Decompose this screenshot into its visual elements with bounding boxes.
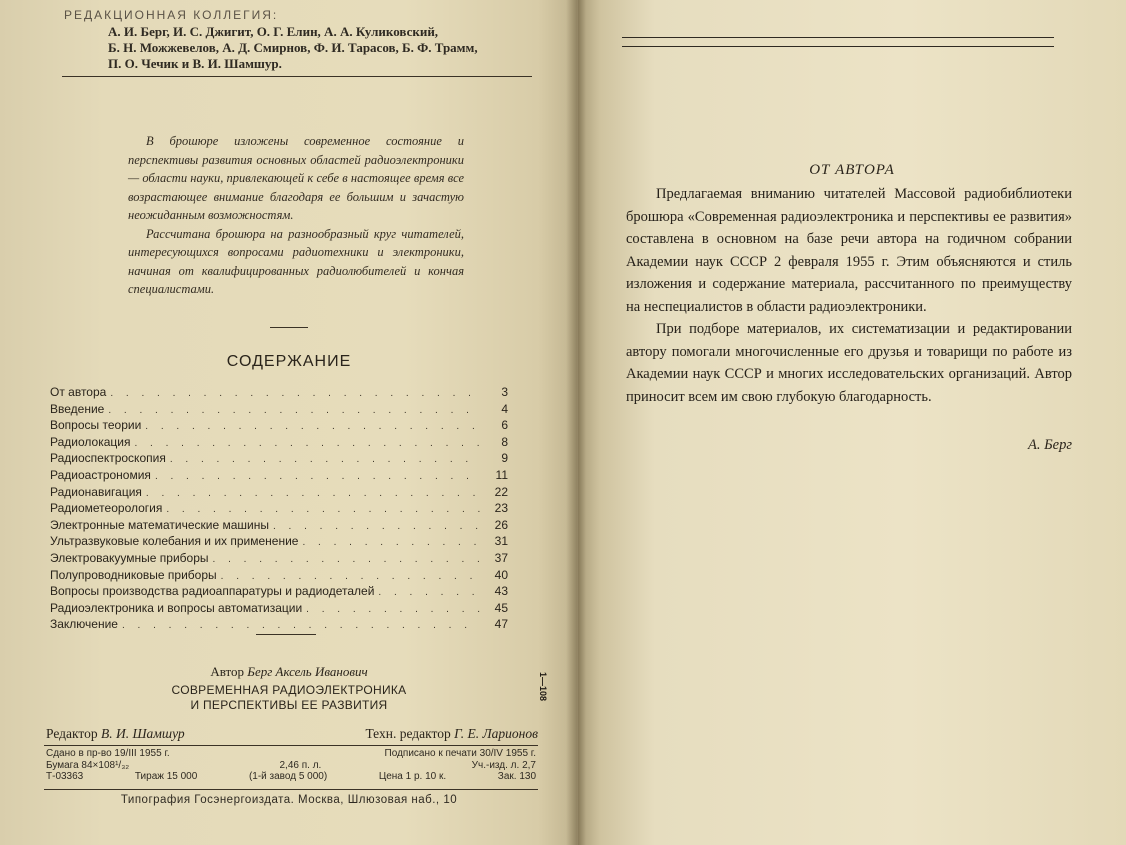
toc-leader-dots — [378, 585, 480, 601]
spine-code: 1—108 — [538, 672, 548, 702]
toc-item-page: 11 — [495, 467, 508, 482]
toc-leader-dots — [306, 602, 480, 618]
toc-leader-dots — [122, 618, 480, 634]
toc-item-title: Радионавигация — [50, 484, 142, 499]
imprint-row — [46, 771, 536, 783]
toc-item-page: 37 — [494, 550, 508, 565]
preface-text — [626, 183, 1072, 408]
editor-label: Редактор — [46, 726, 98, 741]
toc-item — [50, 584, 508, 601]
toc-item-title: Радиоэлектроника и вопросы автоматизации — [50, 600, 303, 615]
toc-leader-dots — [302, 535, 480, 551]
toc-item-page: 22 — [494, 484, 508, 499]
submitted-date: Сдано в пр-во 19/III 1955 г. — [46, 748, 170, 759]
toc-item-title: Полупроводниковые приборы — [50, 567, 217, 582]
right-page — [578, 0, 1126, 845]
toc-item — [50, 518, 508, 535]
toc-item — [50, 435, 508, 452]
first-run: (1-й завод 5 000) — [248, 771, 328, 782]
print-run: Тираж 15 000 — [134, 771, 198, 782]
editorial-board-names — [108, 24, 538, 72]
license-number: Т-03363 — [46, 771, 84, 782]
abstract — [128, 132, 464, 299]
editor-name: В. И. Шамшур — [100, 726, 185, 741]
toc-item-page: 45 — [494, 600, 508, 615]
preface-title: ОТ АВТОРА — [809, 162, 895, 178]
printed-sheets: 2,46 п. л. — [279, 759, 322, 771]
toc-leader-dots — [108, 403, 480, 419]
editorial-board-title: РЕДАКЦИОННАЯ КОЛЛЕГИЯ: — [64, 8, 279, 22]
toc-item-page: 9 — [501, 451, 508, 466]
toc-item — [50, 485, 508, 502]
toc-item — [50, 501, 508, 518]
editor — [46, 726, 185, 742]
toc-leader-dots — [213, 552, 480, 568]
toc-item-page: 6 — [501, 418, 508, 433]
toc-title: СОДЕРЖАНИЕ — [226, 353, 352, 370]
book-title-line: И ПЕРСПЕКТИВЫ ЕЕ РАЗВИТИЯ — [190, 698, 388, 712]
toc-item-title: Радиоастрономия — [50, 467, 151, 482]
toc-leader-dots — [166, 502, 480, 518]
toc-leader-dots — [110, 386, 480, 402]
book-gutter — [566, 0, 586, 845]
editors-line — [46, 726, 538, 742]
price: Цена 1 р. 10 к. — [378, 771, 447, 782]
toc-item-page: 23 — [494, 501, 508, 516]
toc-item-page: 4 — [501, 401, 508, 416]
toc-item — [50, 385, 508, 402]
editorial-board-line: А. И. Берг, И. С. Джигит, О. Г. Елин, А. А. Куликовский, — [108, 24, 439, 39]
toc-item-title: Радиометеорология — [50, 501, 163, 516]
author-signature: А. Берг — [1027, 437, 1072, 453]
publisher-sheets: Уч.-изд. л. 2,7 — [471, 759, 536, 771]
imprint-row — [46, 748, 536, 760]
toc-item-title: Электровакуумные приборы — [50, 550, 209, 565]
abstract-paragraph: В брошюре изложены современное состояние и перспективы развития основных областей радиоэлектроники — области науки, привлекающей к себе в настоящее время все возрастающее внимание благодаря ее большим и зачастую неожиданным возможностям. — [128, 134, 464, 222]
separator-rule — [270, 327, 308, 328]
imprint-details — [46, 748, 536, 783]
preface-paragraph: Предлагаемая вниманию читателей Массовой радиобиблиотеки брошюра «Современная радиоэлектроника и перспективы ее развития» составлена в основном на базе речи автора на годичном собрании Академии наук СССР 2 февраля 1955 г. Этим объясняются и стиль изложения и содержание материала, рассчитанного по преимуществу на неспециалистов в области радиоэлектроники. — [626, 186, 1072, 315]
toc-item-page: 31 — [494, 534, 508, 549]
author-name: Берг Аксель Иванович — [247, 664, 368, 679]
toc-item — [50, 534, 508, 551]
toc-item-page: 40 — [494, 567, 508, 582]
printer-line: Типография Госэнергоиздата. Москва, Шлюзовая наб., 10 — [120, 794, 458, 806]
toc-leader-dots — [273, 519, 480, 535]
toc-item — [50, 617, 508, 634]
book-title — [0, 683, 578, 713]
toc-item-title: Вопросы производства радиоаппаратуры и радиодеталей — [50, 584, 375, 599]
toc-item-title: Вопросы теории — [50, 418, 142, 433]
toc-item-title: От автора — [50, 385, 107, 399]
toc-item — [50, 451, 508, 468]
toc-item — [50, 418, 508, 435]
imprint-rule — [44, 789, 538, 790]
toc-item — [50, 568, 508, 585]
toc-leader-dots — [221, 569, 480, 585]
tech-editor-name: Г. Е. Ларионов — [454, 726, 538, 741]
toc-item — [50, 402, 508, 419]
toc-item — [50, 551, 508, 568]
order-number: Зак. 130 — [497, 771, 536, 782]
toc-item — [50, 468, 508, 485]
toc-item-title: Радиоспектроскопия — [50, 451, 166, 466]
toc-item-page: 43 — [494, 584, 508, 599]
book-title-line: СОВРЕМЕННАЯ РАДИОЭЛЕКТРОНИКА — [171, 683, 407, 697]
author-label: Автор — [210, 664, 245, 679]
toc-item-title: Электронные математические машины — [50, 517, 269, 532]
toc-leader-dots — [134, 436, 480, 452]
toc-item-page: 47 — [494, 617, 508, 632]
tech-editor-label: Техн. редактор — [365, 726, 451, 741]
toc-item-title: Введение — [50, 401, 105, 416]
toc-leader-dots — [145, 419, 480, 435]
toc-item-page: 8 — [501, 434, 508, 449]
header-rule — [622, 46, 1054, 47]
editorial-board-line: Б. Н. Можжевелов, А. Д. Смирнов, Ф. И. Тарасов, Б. Ф. Трамм, — [108, 40, 478, 55]
toc-item-page: 3 — [501, 385, 508, 399]
paper-format: Бумага 84×108¹/₃₂ — [46, 759, 130, 771]
header-rule — [622, 37, 1054, 38]
toc-item-page: 26 — [494, 517, 508, 532]
toc-leader-dots — [155, 469, 480, 485]
table-of-contents — [50, 385, 508, 634]
imprint-rule — [44, 745, 538, 746]
tech-editor — [365, 726, 538, 742]
toc-item-title: Радиолокация — [50, 434, 131, 449]
toc-item-title: Ультразвуковые колебания и их применение — [50, 534, 299, 549]
separator-rule — [256, 634, 316, 635]
toc-leader-dots — [170, 452, 480, 468]
preface-paragraph: При подборе материалов, их систематизации и редактировании автору помогали многочисленные его друзья и товарищи по работе из Академии наук СССР и многих исследовательских организаций. Автор приносит всем им свою глубокую благодарность. — [626, 321, 1072, 405]
toc-item-title: Заключение — [50, 617, 118, 632]
signed-date: Подписано к печати 30/IV 1955 г. — [384, 748, 536, 759]
abstract-paragraph: Рассчитана брошюра на разнообразный круг читателей, интересующихся вопросами радиотехники и электроники, начиная от квалифицированных радиолюбителей и кончая специалистами. — [128, 226, 464, 296]
author-line — [0, 664, 578, 680]
imprint-row — [46, 760, 536, 772]
toc-item — [50, 601, 508, 618]
editorial-board-line: П. О. Чечик и В. И. Шамшур. — [108, 56, 282, 71]
toc-leader-dots — [146, 486, 480, 502]
header-rule — [62, 76, 532, 77]
